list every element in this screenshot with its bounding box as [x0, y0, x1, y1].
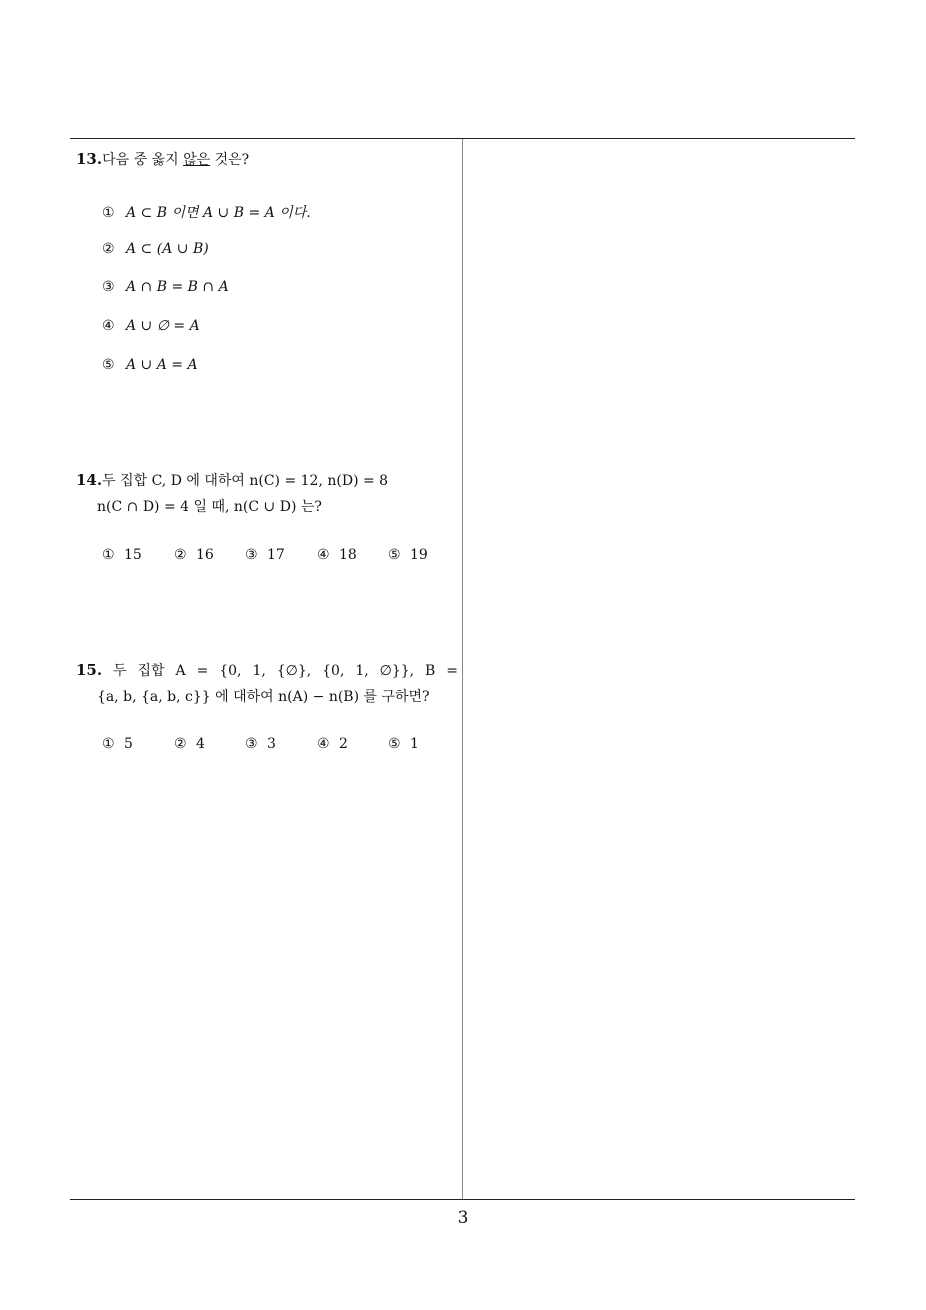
question-14-stem — [76, 467, 458, 520]
choice-marker: ② — [102, 241, 115, 257]
question-15-choice-2[interactable]: ② 4 — [174, 736, 205, 752]
question-13-stem — [76, 146, 458, 173]
question-15-choice-3[interactable]: ③ 3 — [245, 736, 276, 752]
choice-marker: ③ — [102, 279, 115, 295]
question-15-choice-1[interactable]: ① 5 — [102, 736, 133, 752]
question-14-choice-4[interactable]: ④ 18 — [317, 547, 357, 563]
question-13-choice-3[interactable] — [102, 279, 229, 295]
question-14-choice-5[interactable]: ⑤ 19 — [388, 547, 428, 563]
column-divider — [462, 139, 463, 1199]
question-13-choice-2[interactable] — [102, 241, 209, 257]
choice-marker: ① — [102, 205, 115, 221]
question-15-number: 15. — [76, 661, 103, 679]
question-14-choice-3[interactable]: ③ 17 — [245, 547, 285, 563]
choice-text: A ⊂ (A ∪ B) — [126, 241, 209, 257]
question-13-choice-1[interactable] — [102, 202, 311, 222]
page-number: 3 — [457, 1208, 469, 1228]
choice-marker: ④ — [102, 318, 115, 334]
choice-text: A ⊂ B 이면 A ∪ B = A 이다. — [126, 205, 311, 221]
question-15-choice-5[interactable]: ⑤ 1 — [388, 736, 419, 752]
question-14-number: 14. — [76, 471, 103, 489]
question-13-text: 다음 중 옳지 않은 것은? — [102, 152, 250, 168]
question-14-line-2: n(C ∩ D) = 4 일 때, n(C ∪ D) 는? — [97, 499, 322, 515]
footer-rule — [70, 1199, 855, 1200]
question-14-choice-2[interactable]: ② 16 — [174, 547, 214, 563]
question-13-choice-5[interactable] — [102, 357, 198, 373]
question-14-choices — [102, 547, 462, 567]
question-13-number: 13. — [76, 150, 103, 168]
question-15-choice-4[interactable]: ④ 2 — [317, 736, 348, 752]
question-15-choices — [102, 736, 462, 756]
underlined-keyword: 않은 — [183, 152, 211, 168]
question-15-stem — [76, 657, 458, 710]
question-14-line-1: 14.두 집합 C, D 에 대하여 n(C) = 12, n(D) = 8 — [76, 471, 389, 489]
choice-text: A ∪ A = A — [126, 357, 198, 373]
question-15-line-1: 15. 두 집합 A = {0, 1, {∅}, {0, 1, ∅}}, B = — [76, 661, 458, 679]
question-13-choice-4[interactable] — [102, 318, 200, 334]
question-14-choice-1[interactable]: ① 15 — [102, 547, 142, 563]
choice-marker: ⑤ — [102, 357, 115, 373]
question-15-line-2: {a, b, {a, b, c}} 에 대하여 n(A) − n(B) 를 구하면? — [97, 689, 430, 705]
choice-text: A ∩ B = B ∩ A — [126, 279, 229, 295]
choice-text: A ∪ ∅ = A — [126, 318, 200, 334]
